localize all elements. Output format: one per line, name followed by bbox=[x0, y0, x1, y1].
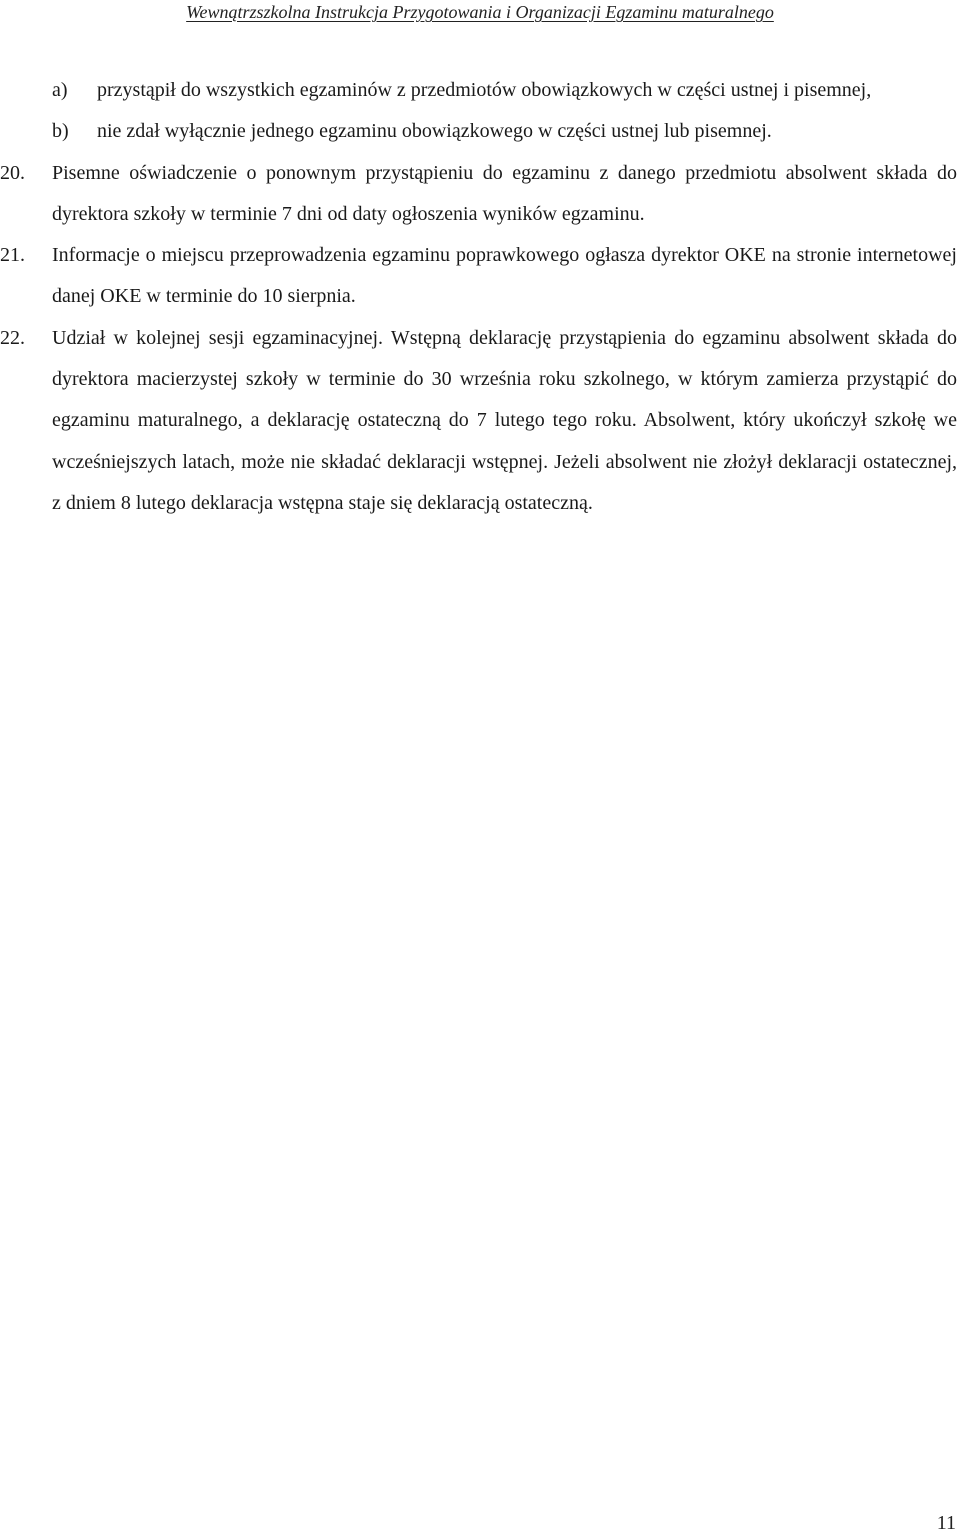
list-item-text: przystąpił do wszystkich egzaminów z przedmiotów obowiązkowych w części ustnej i pisemnej, bbox=[97, 79, 872, 101]
paragraph-text: Pisemne oświadczenie o ponownym przystąpieniu do egzaminu z danego przedmiotu absolwent składa do dyrektora szkoły w terminie 7 dni od daty ogłoszenia wyników egzaminu. bbox=[52, 161, 957, 225]
page-number: 11 bbox=[936, 1512, 956, 1534]
paragraph-22 bbox=[0, 318, 957, 524]
list-marker: b) bbox=[52, 120, 69, 143]
list-item-b bbox=[52, 111, 957, 152]
list-item-a bbox=[52, 70, 957, 111]
list-item-text: nie zdał wyłącznie jednego egzaminu obowiązkowego w części ustnej lub pisemnej. bbox=[97, 120, 772, 143]
page-header bbox=[0, 0, 960, 26]
paragraph-number: 21. bbox=[0, 244, 25, 267]
paragraph-21 bbox=[0, 235, 957, 318]
header-title: Wewnątrzszkolna Instrukcja Przygotowania i Organizacji Egzaminu maturalnego bbox=[186, 2, 774, 22]
list-marker: a) bbox=[52, 79, 68, 101]
paragraph-number: 20. bbox=[0, 161, 25, 184]
document-body bbox=[0, 70, 957, 524]
paragraph-text: Udział w kolejnej sesji egzaminacyjnej. Wstępną deklarację przystąpienia do egzaminu absolwent składa do dyrektora macierzystej szkoły w terminie do 30 września roku szkolnego, w którym zamierza przystąpić do egzaminu maturalnego, a deklarację ostateczną do 7 lutego tego roku. Absolwent, który ukończył szkołę we wcześniejszych latach, może nie składać deklaracji wstępnej. Jeżeli absolwent nie złożył deklaracji ostatecznej, z dniem 8 lutego deklaracja wstępna staje się deklaracją ostateczną. bbox=[52, 326, 957, 514]
paragraph-number: 22. bbox=[0, 326, 25, 349]
paragraph-20 bbox=[0, 153, 957, 236]
paragraph-text: Informacje o miejscu przeprowadzenia egzaminu poprawkowego ogłasza dyrektor OKE na stronie internetowej danej OKE w terminie do 10 sierpnia. bbox=[52, 244, 957, 308]
